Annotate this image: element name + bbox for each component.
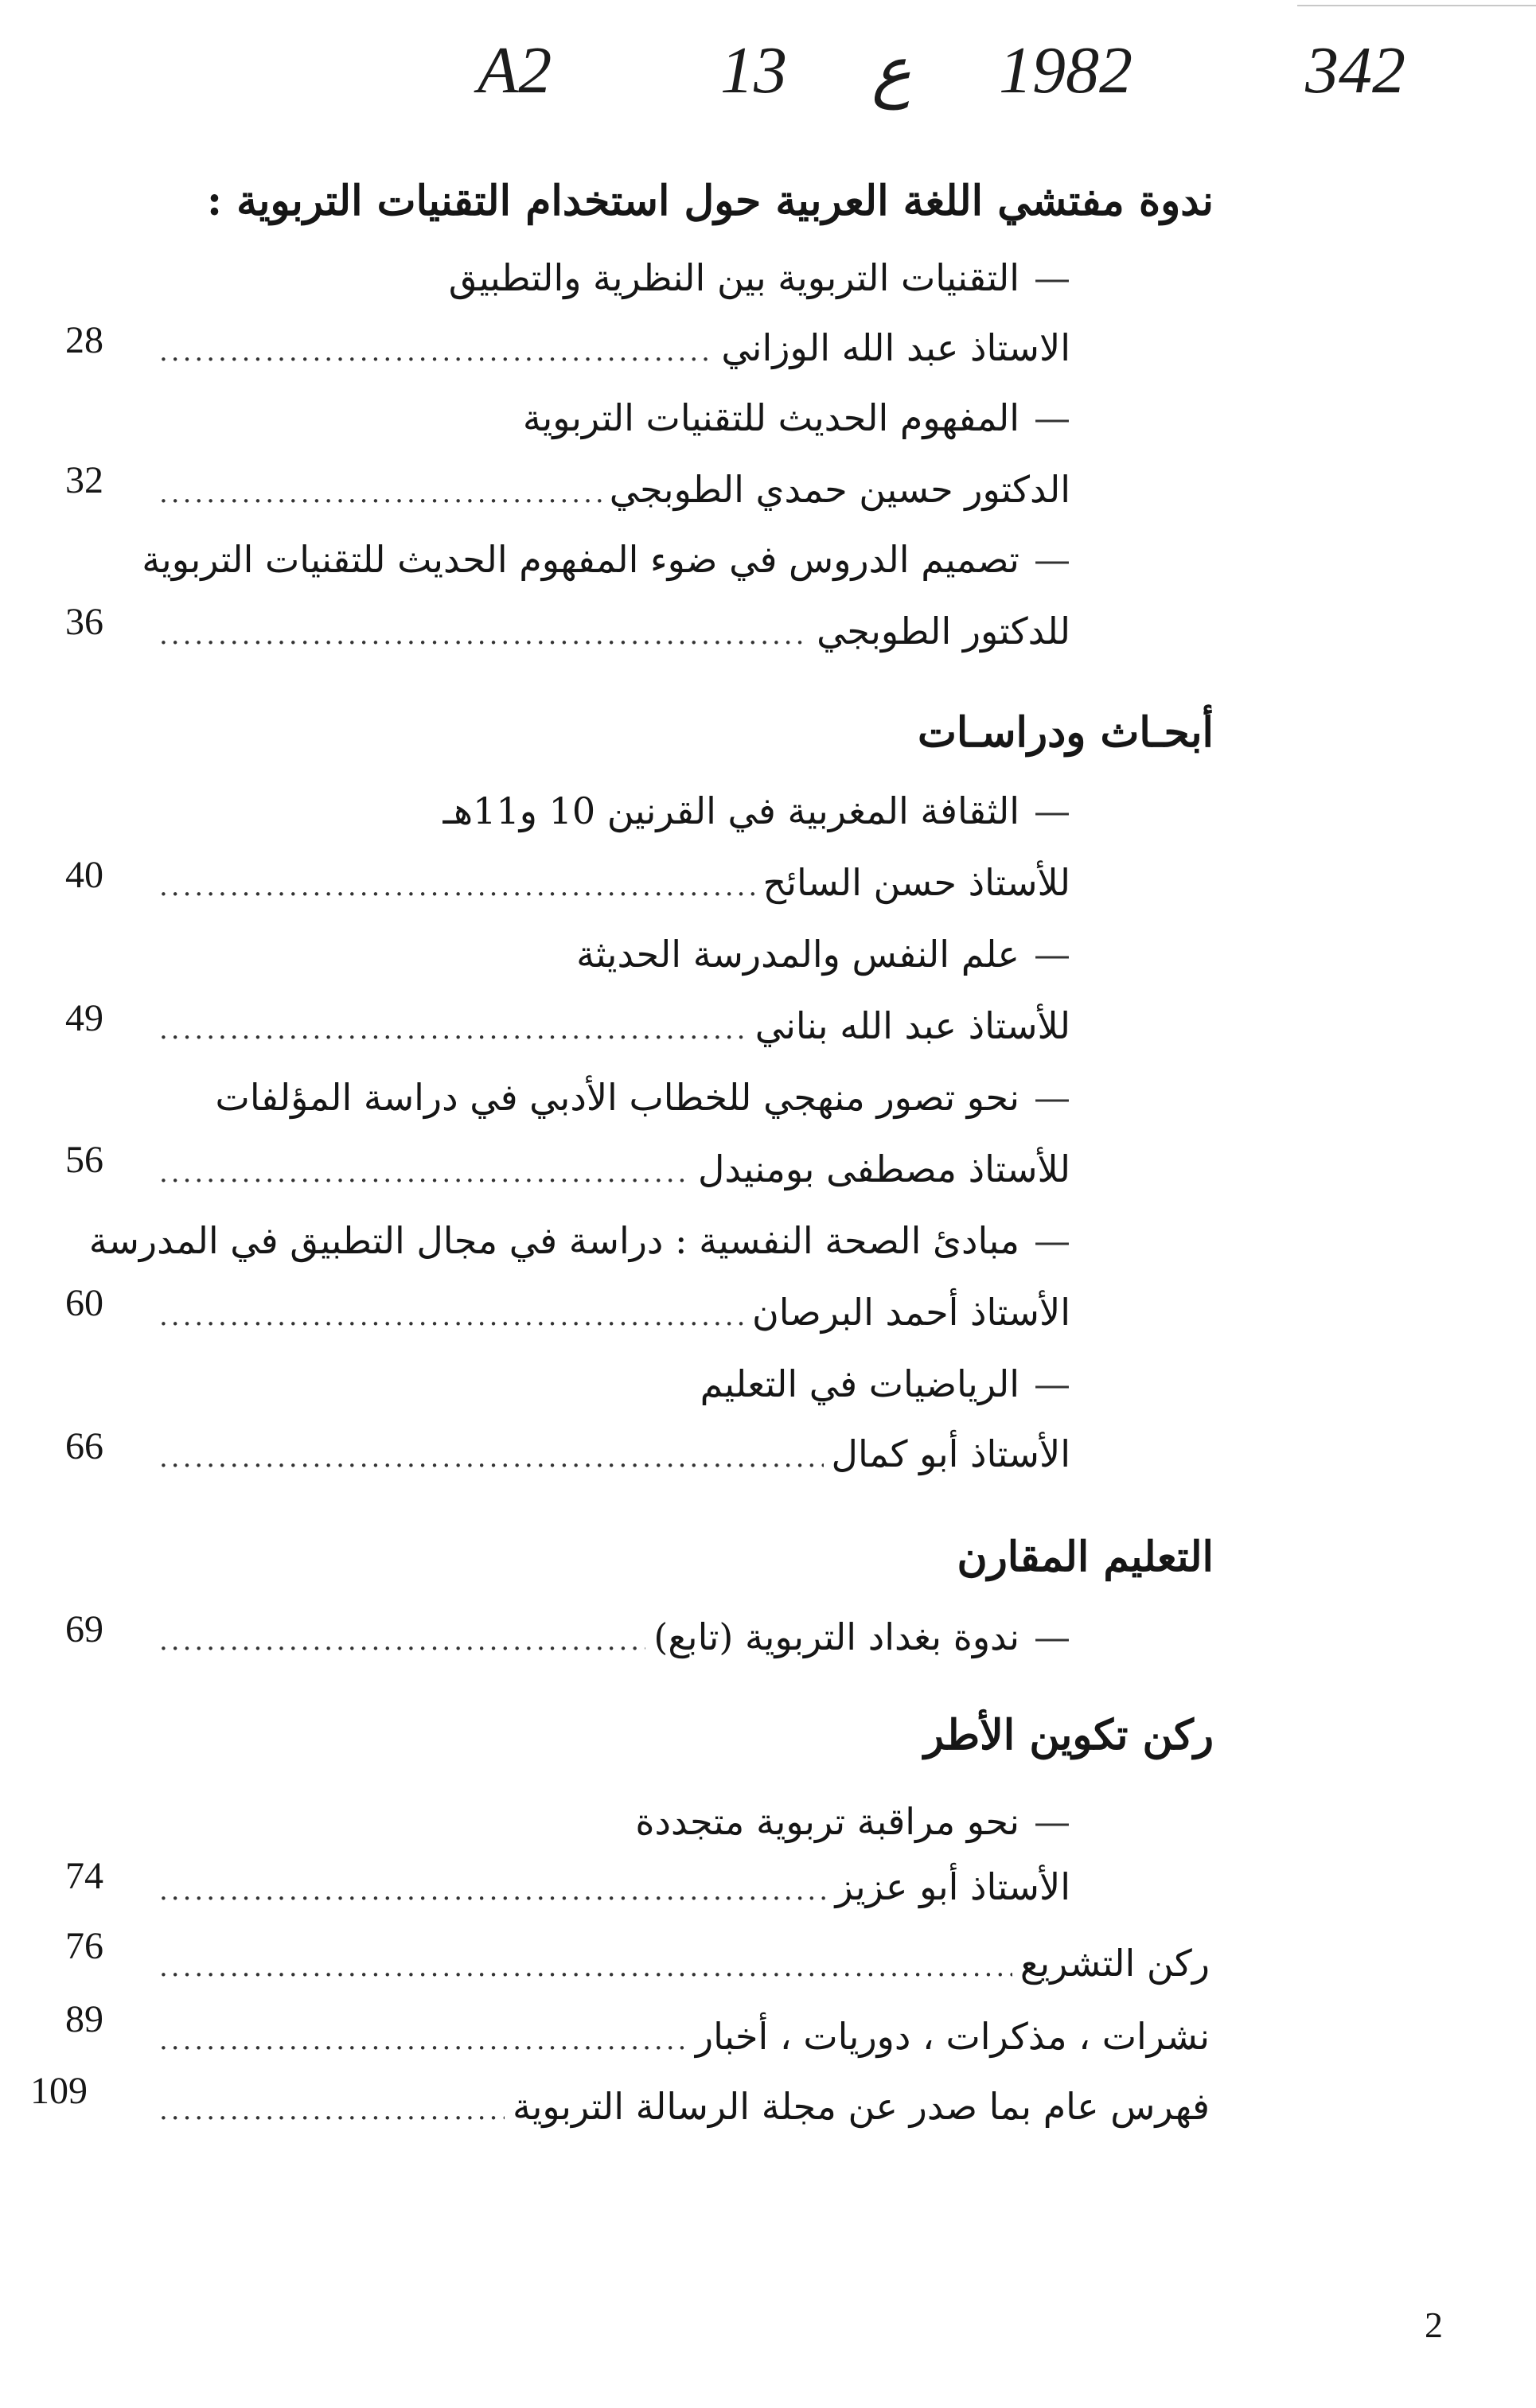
entry-title: الرياضيات في التعليم bbox=[700, 1362, 1019, 1405]
entry-title: نشرات ، مذكرات ، دوريات ، أخبار bbox=[695, 2015, 1210, 2058]
toc-entry-title bbox=[88, 1219, 1070, 1275]
dash-bullet bbox=[1034, 538, 1070, 581]
footer-page-number: 2 bbox=[1425, 2305, 1443, 2345]
dot-leader bbox=[159, 1951, 1012, 1983]
dash-bullet bbox=[1034, 1219, 1070, 1262]
page-number: 89 bbox=[65, 1998, 103, 2040]
handwritten-code: A2 bbox=[478, 33, 552, 107]
dot-leader bbox=[159, 619, 809, 651]
dot-leader bbox=[159, 1442, 824, 1474]
toc-entry-title bbox=[151, 256, 1070, 312]
entry-title: مبادئ الصحة النفسية : دراسة في مجال التطبيق في المدرسة bbox=[88, 1219, 1019, 1262]
entry-title: نحو تصور منهجي للخطاب الأدبي في دراسة المؤلفات bbox=[215, 1076, 1019, 1119]
page-number: 56 bbox=[65, 1139, 103, 1181]
handwritten-day: 13 bbox=[720, 33, 787, 107]
scan-edge-line bbox=[1297, 5, 1536, 6]
toc-standalone-entry bbox=[151, 2085, 1210, 2141]
toc-standalone-entry bbox=[151, 2015, 1210, 2071]
toc-entry-title bbox=[151, 1800, 1070, 1856]
dot-leader bbox=[159, 336, 713, 368]
entry-author: للدكتور الطوبجي bbox=[817, 610, 1070, 653]
dash-bullet bbox=[1034, 1362, 1070, 1405]
page-number: 66 bbox=[65, 1425, 103, 1467]
toc-entry-title bbox=[151, 396, 1070, 452]
toc-entry-author bbox=[151, 610, 1070, 665]
toc-entry-title bbox=[151, 1615, 1070, 1671]
dash-bullet bbox=[1034, 789, 1070, 832]
dash-bullet bbox=[1034, 396, 1070, 439]
dot-leader bbox=[159, 1875, 827, 1907]
toc-entry-author bbox=[151, 326, 1070, 382]
toc-entry-title bbox=[151, 933, 1070, 988]
toc-entry-title bbox=[142, 538, 1070, 594]
section-heading: التعليم المقارن bbox=[957, 1533, 1214, 1581]
entry-author: الأستاذ أبو عزيز bbox=[835, 1865, 1070, 1908]
toc-entry-author bbox=[151, 1291, 1070, 1346]
toc-entry-author bbox=[151, 1432, 1070, 1488]
dash-bullet bbox=[1034, 256, 1070, 299]
entry-author: للأستاذ عبد الله بناني bbox=[754, 1004, 1070, 1047]
page-number: 60 bbox=[65, 1282, 103, 1324]
toc-entry-title bbox=[151, 1076, 1070, 1132]
page-number: 109 bbox=[30, 2070, 88, 2112]
entry-author: للأستاذ مصطفى بومنيدل bbox=[697, 1148, 1070, 1190]
page-number: 76 bbox=[65, 1925, 103, 1967]
handwritten-year: 1982 bbox=[999, 33, 1133, 107]
entry-author: للأستاذ حسن السائح bbox=[762, 861, 1070, 904]
toc-entry-author bbox=[151, 861, 1070, 917]
toc-standalone-entry bbox=[151, 1942, 1210, 1997]
dot-leader bbox=[159, 1014, 747, 1046]
entry-title: التقنيات التربوية بين النظرية والتطبيق bbox=[448, 256, 1019, 299]
page-number: 36 bbox=[65, 601, 103, 643]
dot-leader bbox=[159, 1300, 744, 1332]
entry-title: المفهوم الحديث للتقنيات التربوية bbox=[522, 396, 1019, 439]
toc-entry-author bbox=[151, 1865, 1070, 1921]
dot-leader bbox=[159, 1157, 690, 1189]
dash-bullet bbox=[1034, 933, 1070, 976]
toc-entry-author bbox=[151, 1004, 1070, 1060]
page-number: 40 bbox=[65, 854, 103, 896]
dash-bullet bbox=[1034, 1800, 1070, 1843]
section-heading: أبحـاث ودراسـات bbox=[917, 708, 1214, 757]
page-number: 74 bbox=[65, 1855, 103, 1897]
page-number: 32 bbox=[65, 459, 103, 501]
entry-title: ندوة بغداد التربوية (تابع) bbox=[653, 1615, 1019, 1658]
entry-title: ركن التشريع bbox=[1019, 1942, 1210, 1985]
page-number: 28 bbox=[65, 319, 103, 361]
toc-entry-author bbox=[151, 1148, 1070, 1203]
toc-entry-author bbox=[151, 468, 1070, 524]
dash-bullet bbox=[1034, 1615, 1070, 1658]
handwritten-number: 342 bbox=[1305, 33, 1405, 107]
dot-leader bbox=[159, 1625, 645, 1657]
entry-author: الدكتور حسين حمدي الطوبجي bbox=[609, 468, 1070, 511]
entry-author: الاستاذ عبد الله الوزاني bbox=[721, 326, 1070, 369]
toc-entry-title bbox=[151, 789, 1070, 845]
entry-author: الأستاذ أبو كمال bbox=[831, 1432, 1070, 1475]
page-number: 49 bbox=[65, 997, 103, 1039]
dot-leader bbox=[159, 2094, 505, 2126]
dash-bullet bbox=[1034, 1076, 1070, 1119]
toc-entry-title bbox=[151, 1362, 1070, 1418]
dot-leader bbox=[159, 871, 755, 902]
entry-title: فهرس عام بما صدر عن مجلة الرسالة التربوية bbox=[512, 2085, 1210, 2128]
entry-author: الأستاذ أحمد البرصان bbox=[751, 1291, 1070, 1334]
entry-title: نحو مراقبة تربوية متجددة bbox=[635, 1800, 1019, 1843]
page-number: 69 bbox=[65, 1608, 103, 1650]
entry-title: تصميم الدروس في ضوء المفهوم الحديث للتقنيات التربوية bbox=[142, 538, 1019, 581]
dot-leader bbox=[159, 477, 602, 509]
dot-leader bbox=[159, 2024, 688, 2056]
entry-title: علم النفس والمدرسة الحديثة bbox=[576, 933, 1019, 976]
section-heading: ندوة مفتشي اللغة العربية حول استخدام التقنيات التربوية : bbox=[206, 177, 1214, 225]
section-heading: ركن تكوين الأطر bbox=[924, 1711, 1214, 1759]
handwritten-month: ع bbox=[871, 35, 912, 109]
entry-title: الثقافة المغربية في القرنين 10 و11هـ bbox=[442, 789, 1019, 832]
